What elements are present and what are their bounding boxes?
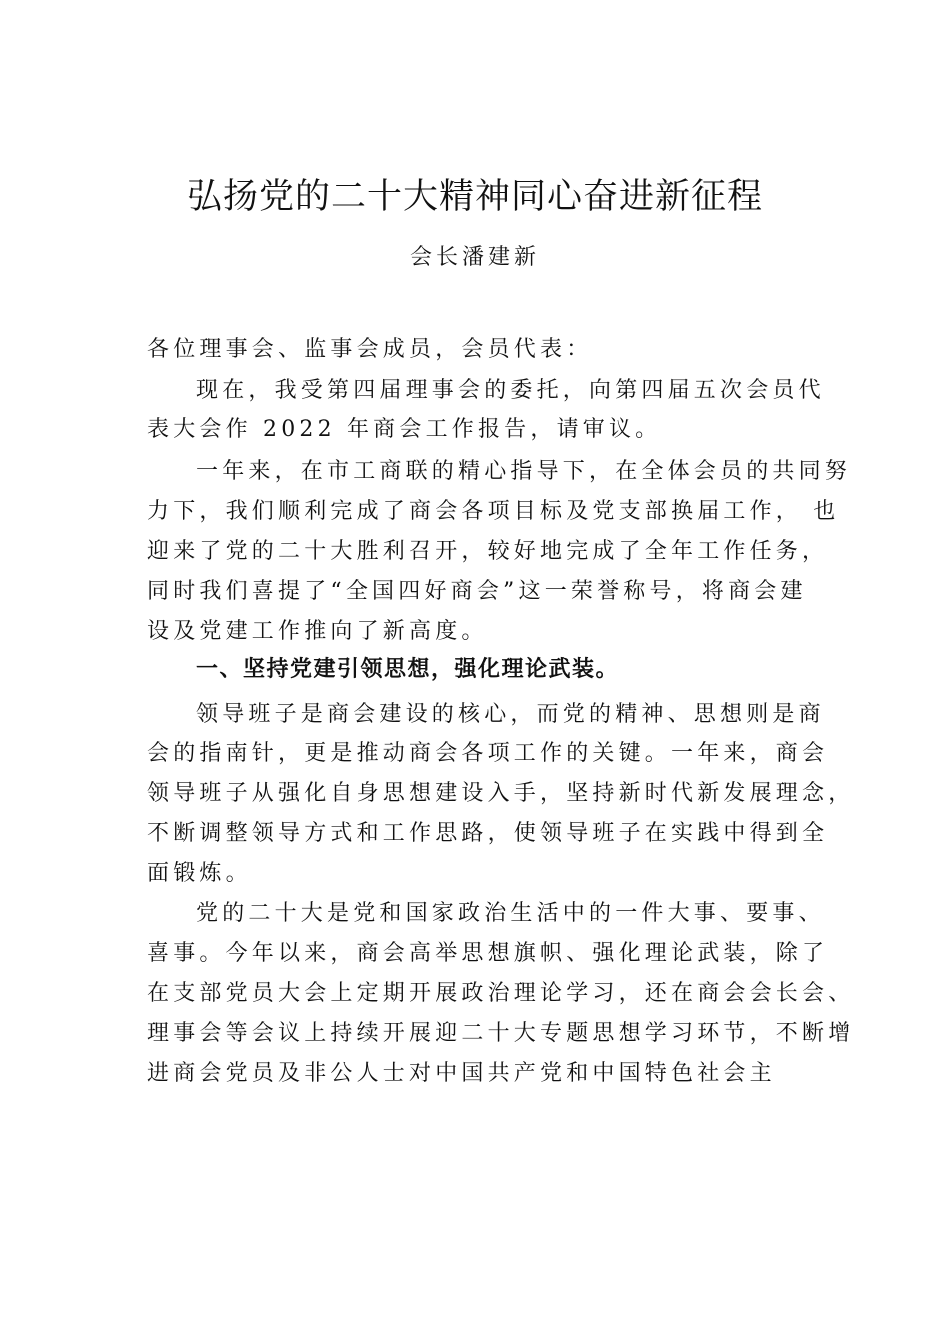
paragraph-line: 理事会等会议上持续开展迎二十大专题思想学习环节，不断增 bbox=[147, 1021, 855, 1046]
paragraph-line: 喜事。今年以来，商会高举思想旗帜、强化理论武装，除了 bbox=[147, 941, 829, 966]
paragraph-line: 领导班子从强化自身思想建设入手，坚持新时代新发展理念， bbox=[147, 781, 855, 806]
paragraph-line: 设及党建工作推向了新高度。 bbox=[147, 619, 488, 644]
section-heading: 一、坚持党建引领思想，强化理论武装。 bbox=[196, 657, 620, 682]
paragraph-line: 会的指南针，更是推动商会各项工作的关键。一年来，商会 bbox=[147, 741, 829, 766]
paragraph-line: 现在，我受第四届理事会的委托，向第四届五次会员代 bbox=[196, 378, 825, 403]
paragraph-line: 迎来了党的二十大胜利召开，较好地完成了全年工作任务， bbox=[147, 539, 829, 564]
paragraph-line: 领导班子是商会建设的核心，而党的精神、思想则是商 bbox=[196, 702, 825, 727]
paragraph-line: 同时我们喜提了“全国四好商会”这一荣誉称号，将商会建 bbox=[147, 579, 807, 604]
paragraph-line: 党的二十大是党和国家政治生活中的一件大事、要事、 bbox=[196, 901, 825, 926]
paragraph-line: 在支部党员大会上定期开展政治理论学习，还在商会会长会、 bbox=[147, 981, 855, 1006]
paragraph-line: 力下，我们顺利完成了商会各项目标及党支部换届工作， 也 bbox=[147, 499, 840, 524]
document-title: 弘扬党的二十大精神同心奋进新征程 bbox=[186, 177, 763, 217]
paragraph-line: 表大会作 2022 年商会工作报告，请审议。 bbox=[147, 417, 662, 442]
paragraph-line: 不断调整领导方式和工作思路，使领导班子在实践中得到全 bbox=[147, 821, 829, 846]
paragraph-line: 进商会党员及非公人士对中国共产党和中国特色社会主 bbox=[147, 1061, 776, 1086]
document-author: 会长潘建新 bbox=[409, 245, 540, 270]
salutation: 各位理事会、监事会成员，会员代表： bbox=[147, 337, 593, 362]
paragraph-line: 面锻炼。 bbox=[147, 861, 252, 886]
paragraph-line: 一年来，在市工商联的精心指导下，在全体会员的共同努 bbox=[196, 459, 852, 484]
